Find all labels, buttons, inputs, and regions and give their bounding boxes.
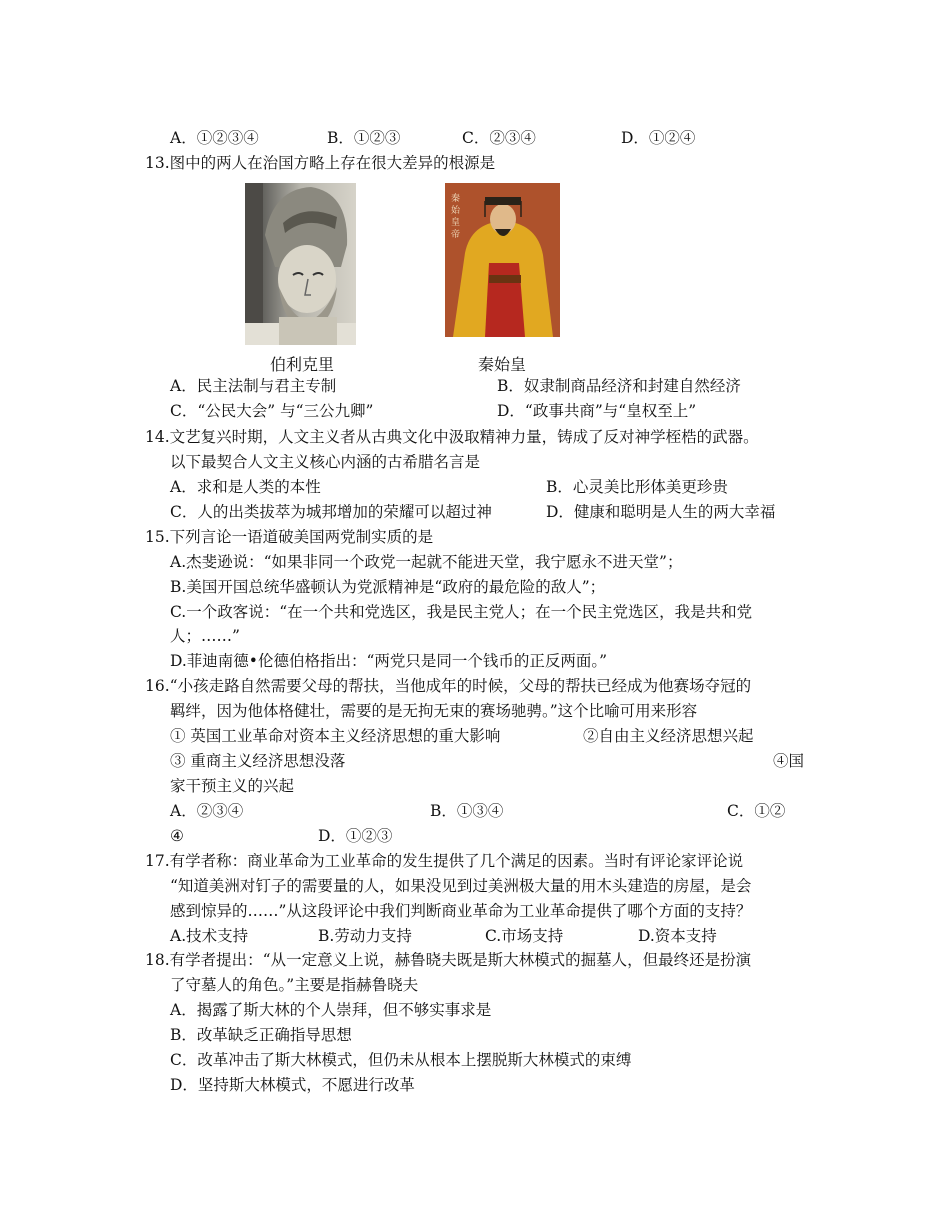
q13-option-c: C．“公民大会” 与“三公九卿” xyxy=(170,402,374,420)
q15-option-c: C.一个政客说：“在一个共和党选区，我是民主党人；在一个民主党选区，我是共和党 xyxy=(170,603,753,621)
q16-option-c-continued: ④ xyxy=(170,827,184,845)
q16-item-2: ②自由主义经济思想兴起 xyxy=(583,727,754,745)
q17-stem-line-3: 感到惊异的……”从这段评论中我们判断商业革命为工业革命提供了哪个方面的支持？ xyxy=(170,902,752,920)
q18-option-d: D．坚持斯大林模式，不愿进行改革 xyxy=(170,1076,415,1094)
q12-option-b: B．①②③ xyxy=(327,129,401,147)
q17-option-d: D.资本支持 xyxy=(638,927,717,945)
q18-stem-line-1: 18.有学者提出：“从一定意义上说，赫鲁晓夫既是斯大林模式的掘墓人，但最终还是扮演 xyxy=(145,951,752,969)
q16-item-3: ③ 重商主义经济思想没落 xyxy=(170,752,346,770)
q14-option-a: A．求和是人类的本性 xyxy=(170,478,321,496)
caption-qin-shi-huang: 秦始皇 xyxy=(478,355,527,374)
q13-option-b: B．奴隶制商品经济和封建自然经济 xyxy=(497,377,741,395)
q13-stem: 13.图中的两人在治国方略上存在很大差异的根源是 xyxy=(145,154,496,172)
q16-stem-line-2: 羁绊，因为他体格健壮，需要的是无拘无束的赛场驰骋。”这个比喻可用来形容 xyxy=(170,702,698,720)
q16-option-c: C．①② xyxy=(727,802,786,820)
q14-option-b: B．心灵美比形体美更珍贵 xyxy=(546,478,728,496)
q15-stem: 15.下列言论一语道破美国两党制实质的是 xyxy=(145,528,434,546)
q17-stem-line-1: 17.有学者称：商业革命为工业革命的发生提供了几个满足的因素。当时有评论家评论说 xyxy=(145,852,744,870)
q16-stem-line-1: 16.“小孩走路自然需要父母的帮扶，当他成年的时候，父母的帮扶已经成为他赛场夺冠的 xyxy=(145,677,752,695)
q14-option-d: D．健康和聪明是人生的两大幸福 xyxy=(546,503,776,521)
q18-option-b: B．改革缺乏正确指导思想 xyxy=(170,1026,352,1044)
q16-option-d: D．①②③ xyxy=(318,827,393,845)
q18-stem-line-2: 了守墓人的角色。”主要是指赫鲁晓夫 xyxy=(170,976,419,994)
q15-option-d: D.菲迪南德•伦德伯格指出：“两党只是同一个钱币的正反两面。” xyxy=(170,652,608,670)
q17-option-a: A.技术支持 xyxy=(170,927,249,945)
caption-pericles: 伯利克里 xyxy=(270,355,335,374)
q15-option-c-continued: 人；……” xyxy=(170,627,240,645)
q15-option-b: B.美国开国总统华盛顿认为党派精神是“政府的最危险的敌人”； xyxy=(170,578,606,596)
q16-item-4: ④国 xyxy=(773,752,805,770)
q12-option-a: A．①②③④ xyxy=(170,129,259,147)
pericles-bust-image xyxy=(245,183,356,345)
q13-option-d: D．“政事共商”与“皇权至上” xyxy=(497,402,697,420)
q17-option-b: B.劳动力支持 xyxy=(318,927,412,945)
q14-stem-line-2: 以下最契合人文主义核心内涵的古希腊名言是 xyxy=(170,453,481,471)
svg-text:始: 始 xyxy=(451,206,461,216)
qin-shi-huang-painting-image xyxy=(445,183,560,337)
q16-option-a: A．②③④ xyxy=(170,802,244,820)
q12-option-c: C．②③④ xyxy=(462,129,536,147)
q17-stem-line-2: “知道美洲对钉子的需要量的人，如果没见到过美洲极大量的用木头建造的房屋，是会 xyxy=(170,877,752,895)
q16-option-b: B．①③④ xyxy=(430,802,504,820)
q14-option-c: C．人的出类拔萃为城邦增加的荣耀可以超过神 xyxy=(170,503,492,521)
q13-option-a: A．民主法制与君主专制 xyxy=(170,377,337,395)
q16-item-4-continued: 家干预主义的兴起 xyxy=(170,777,295,795)
q12-option-d: D．①②④ xyxy=(621,129,696,147)
svg-text:皇: 皇 xyxy=(451,218,461,228)
q16-item-1: ① 英国工业革命对资本主义经济思想的重大影响 xyxy=(170,727,501,745)
q18-option-c: C．改革冲击了斯大林模式，但仍未从根本上摆脱斯大林模式的束缚 xyxy=(170,1051,632,1069)
q15-option-a: A.杰斐逊说：“如果非同一个政党一起就不能进天堂，我宁愿永不进天堂”； xyxy=(170,553,683,571)
q14-stem-line-1: 14.文艺复兴时期，人文主义者从古典文化中汲取精神力量，铸成了反对神学桎梏的武器。 xyxy=(145,428,759,446)
svg-text:秦: 秦 xyxy=(451,194,461,204)
q18-option-a: A．揭露了斯大林的个人崇拜，但不够实事求是 xyxy=(170,1001,492,1019)
svg-text:帝: 帝 xyxy=(451,230,461,240)
q17-option-c: C.市场支持 xyxy=(485,927,564,945)
